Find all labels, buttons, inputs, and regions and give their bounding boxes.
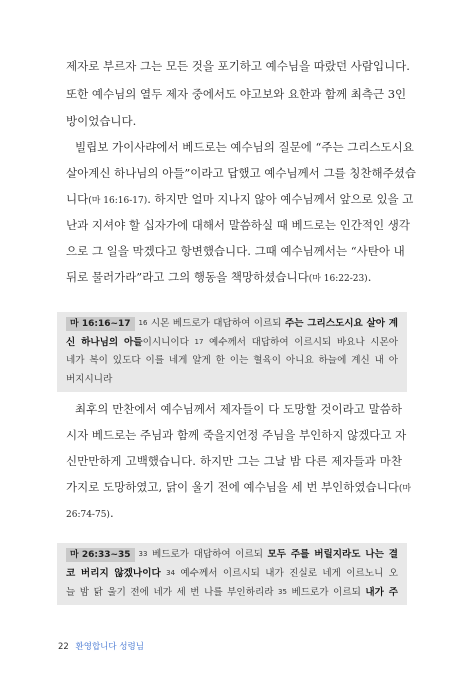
scripture-quote-box xyxy=(57,312,407,392)
scripture-ref: (마 16:22-23) xyxy=(308,274,368,284)
text-line: 신만만하게 고백했습니다. 하지만 그는 그날 밤 다른 제자들과 마찬 xyxy=(66,454,402,468)
scripture-ref: (마 xyxy=(398,484,412,494)
text-line: 난과 지셔야 할 십자가에 대해서 말씀하실 때 베드로는 인간적인 생각 xyxy=(66,218,410,232)
quote-line: 마 16:16~17 16 시몬 베드로가 대답하여 이르되 주는 그리스도시요 살아 계 xyxy=(66,316,398,331)
scripture-ref-badge: 마 16:16~17 xyxy=(66,317,135,331)
text-line: 최후의 만찬에서 예수님께서 제자들이 다 도망할 것이라고 말씀하 xyxy=(75,402,402,416)
quote-line: 버지시니라 xyxy=(66,374,113,385)
text-line: 제자로 부르자 그는 모든 것을 포기하고 예수님을 따랐던 사람입니다. xyxy=(66,59,410,73)
quote-line: 신 하나님의 아들이시니이다 17 예수께서 대답하여 이르시되 바요나 시몬아 xyxy=(66,337,398,348)
book-title: 환영합니다 성령님 xyxy=(75,642,144,652)
text-line: 가지로 도망하였고, 닭이 울기 전에 예수님을 세 번 부인하였습니다(마 xyxy=(66,480,412,494)
quote-line: 늘 밤 닭 울기 전에 네가 세 번 나를 부인하리라 35 베드로가 이르되 내가 주 xyxy=(66,587,398,598)
scripture-ref: 26:74-75) xyxy=(66,510,110,520)
text-line: 뒤로 물러가라”라고 그의 행동을 책망하셨습니다(마 16:22-23). xyxy=(66,270,372,284)
text-line: 니다(마 16:16-17). 하지만 얼마 지나지 않아 예수님께서 앞으로 있을 고 xyxy=(66,192,414,206)
text-line: 으로 그 일을 막겠다고 항변했습니다. 그때 예수님께서는 “사탄아 내 xyxy=(66,244,405,258)
text-line: 빌립보 가이사랴에서 베드로는 예수님의 질문에 “주는 그리스도시요 xyxy=(75,140,414,154)
page-footer xyxy=(58,640,144,652)
page-number: 22 xyxy=(58,642,69,652)
quote-line: 네가 복이 있도다 이를 네게 알게 한 이는 혈육이 아니요 하늘에 계신 내 아 xyxy=(66,355,398,366)
scripture-ref-badge: 마 26:33~35 xyxy=(66,548,135,562)
quote-line: 마 26:33~35 33 베드로가 대답하여 이르되 모두 주를 버릴지라도 나는 결 xyxy=(66,547,398,562)
scripture-quote-box xyxy=(57,543,407,605)
text-line: 26:74-75). xyxy=(66,506,114,520)
text-line: 살아계신 하나님의 아들”이라고 답했고 예수님께서 그를 칭찬해주셨습 xyxy=(66,166,416,180)
text-line: 방이었습니다. xyxy=(66,114,137,128)
scripture-ref: (마 16:16-17) xyxy=(88,196,148,206)
text-line: 시자 베드로는 주님과 함께 죽을지언정 주님을 부인하지 않겠다고 자 xyxy=(66,428,407,442)
text-line: 또한 예수님의 열두 제자 중에서도 야고보와 요한과 함께 최측근 3인 xyxy=(66,87,407,101)
quote-line: 코 버리지 않겠나이다 34 예수께서 이르시되 내가 진실로 네게 이르노니 오 xyxy=(66,568,398,579)
